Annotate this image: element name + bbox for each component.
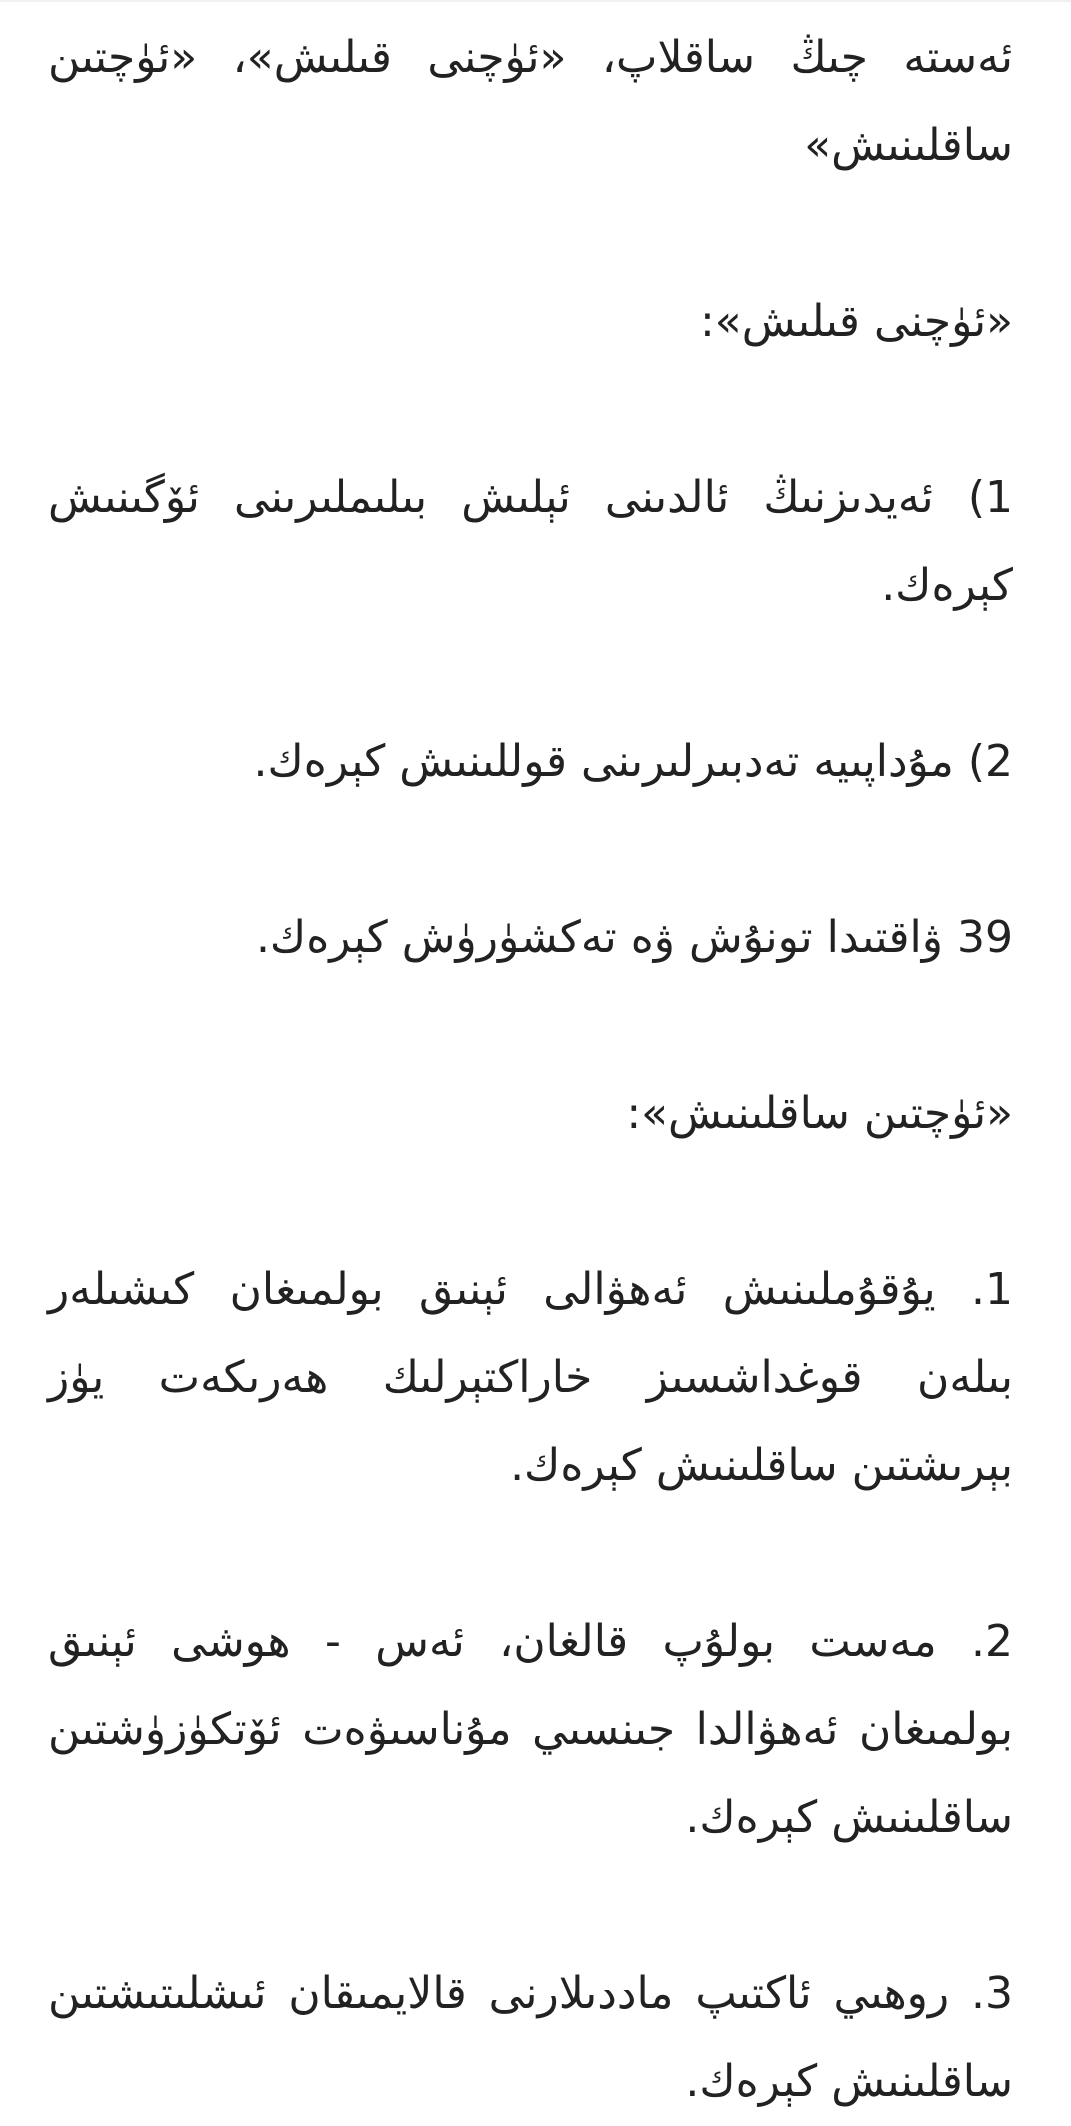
avoid-item-3: 3. روھىي ئاكتىپ ماددىلارنى قالايمىقان ئىشلىتىشتىن ساقلىنىش كېرەك.: [48, 1968, 1013, 2107]
do-item-2: 2) مۇداپىيە تەدبىرلىرىنى قوللىنىش كېرەك.: [253, 736, 1013, 787]
avoid-item-2: 2. مەست بولۇپ قالغان، ئەس - ھوشى ئېنىق بولمىغان ئەھۋالدا جىنسىي مۇناسىۋەت ئۆتكۈزۈشتىن ساقلىنىش كېرەك.: [48, 1616, 1013, 1843]
avoid-item-1: 1. يۇقۇملىنىش ئەھۋالى ئېنىق بولمىغان كىشىلەر بىلەن قوغداشسىز خاراكتېرلىك ھەرىكەت يۈز بېرىشتىن ساقلىنىش كېرەك.: [48, 1264, 1013, 1491]
intro-paragraph: ئەستە چىڭ ساقلاپ، «ئۈچنى قىلىش»، «ئۈچتىن ساقلىنىش»: [48, 32, 1013, 171]
three-do-heading: «ئۈچنى قىلىش»:: [699, 296, 1013, 347]
do-item-1: 1) ئەيدىزنىڭ ئالدىنى ئېلىش بىلىملىرىنى ئۆگىنىش كېرەك.: [48, 472, 1013, 611]
do-item-3: 39 ۋاقتىدا تونۇش ۋە تەكشۈرۈش كېرەك.: [255, 912, 1013, 963]
three-avoid-heading: «ئۈچتىن ساقلىنىش»:: [626, 1088, 1013, 1139]
